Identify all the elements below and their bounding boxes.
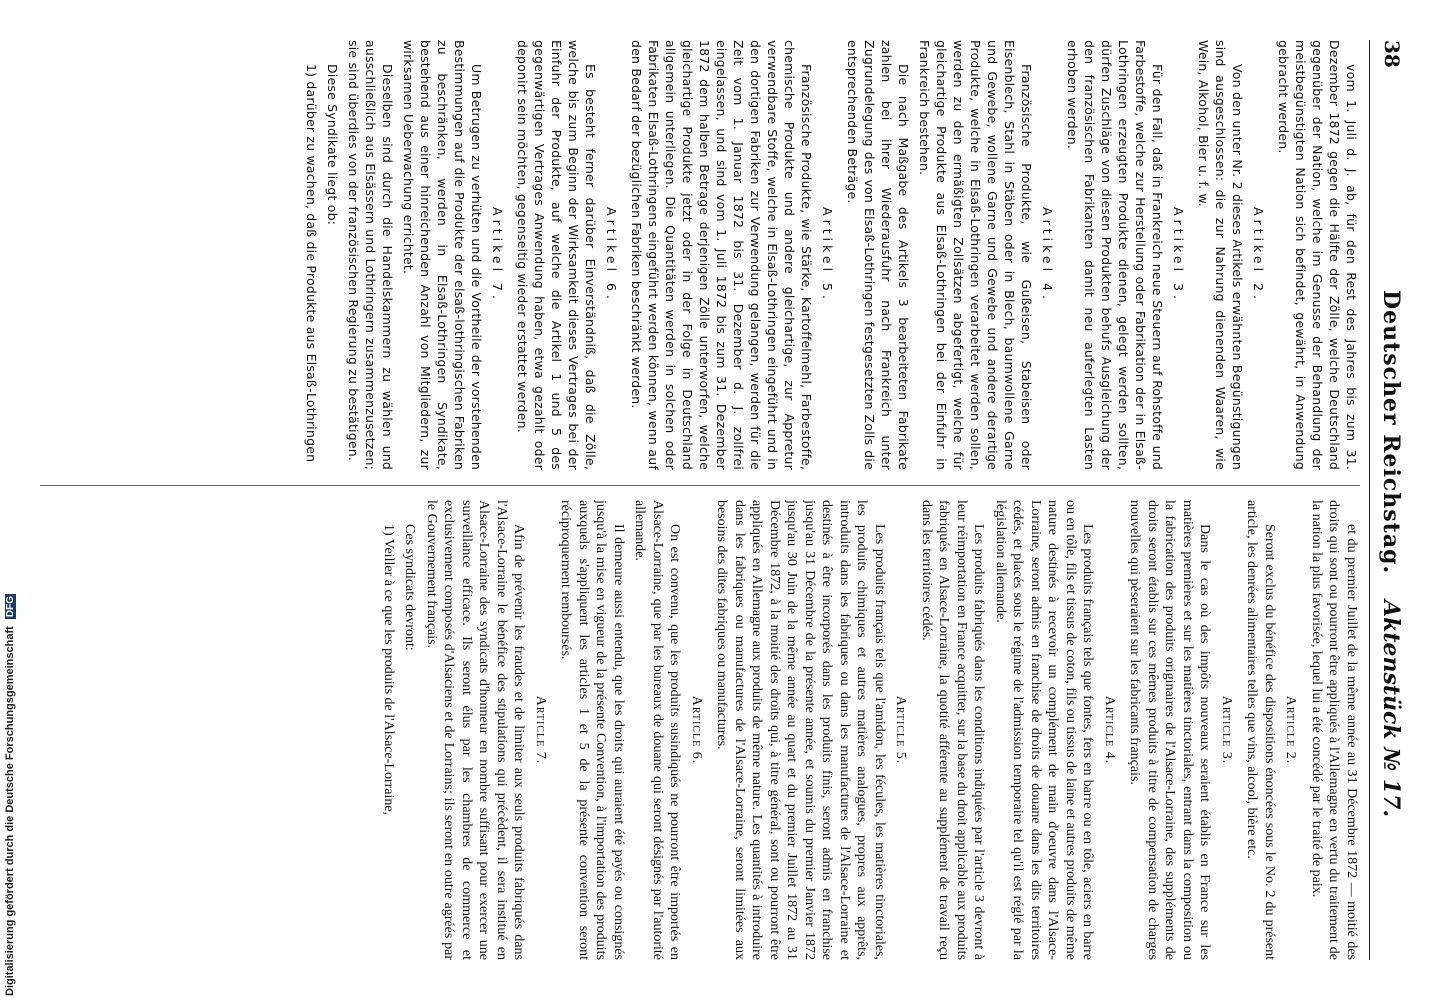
paragraph: 1) Veiller à ce que les produits de l'Alsace-Lorraine, bbox=[381, 524, 396, 816]
paragraph: Von den unter Nr. 2 dieses Artikels erwähnten Begünstigungen sind ausgeschlossen: die zur Nahrung dienenden Waaren, wie Wein, Alkohol, Bier u. f. w. bbox=[1196, 40, 1245, 470]
paragraph: On est convenu, que les produits susindiqués ne pourront être importés en Alsace-Lorraine, que par les bureaux de douane qui seront désignés par l'autorité allemande. bbox=[632, 500, 683, 960]
column-divider bbox=[40, 485, 1360, 486]
paragraph: Ces syndicats devront: bbox=[402, 524, 418, 651]
paragraph: et du premier Juillet de la même année au 31 Décembre 1872 — moitié des droits qui sont ou pourront être appliqués à l'Allemagne en vertu du traitement de la nation la plus favorisée, lequel lui a été concédé par le traité de paix. bbox=[1309, 500, 1359, 960]
page-number: 38 bbox=[1380, 40, 1404, 68]
article-heading: Article 3. bbox=[1219, 695, 1234, 765]
paragraph: Il demeure aussi entendu, que les droits qui auraient été payés ou consignés jusqu'à la mise en vigueur de la présente Convention, à l'importation des produits auxquels s'appliquent les articles 1 et 5 de la présente convention seront réciproquement remboursés. bbox=[558, 500, 626, 960]
paragraph: Seront exclus du bénéfice des dispositions énoncées sous le No. 2 du présent article, les denrées alimentaires telles que vins, alcool, bière etc. bbox=[1244, 500, 1277, 960]
paragraph: Die nach Maßgabe des Artikels 3 bearbeiteten Fabrikate zahlen bei ihrer Wiederausfuhr nach Frankreich unter Zugrundelegung des von Elsaß-Lothringen festgesetzten Zolls die entsprechenden Beträge. bbox=[845, 40, 911, 470]
paragraph: Französische Produkte, wie Gußeisen, Stabeisen oder Eisenblech, Stahl in Stäben oder in Blech, baumwollene Garne und Gewebe, wollene Garne und Gewebe und andere derartige Produkte, welche in Elsaß-Lothringen verarbeitet werden sollen, werden zu den ermäßigten Zollsätzen abgefertigt, welche für gleichartige Produkte aus Elsaß-Lothringen bei der Einfuhr in Frankreich bestehen. bbox=[917, 40, 1034, 470]
paragraph: Französische Produkte, wie Stärke, Kartoffelmehl, Farbestoffe, chemische Produkte und andere gleichartige, zur Appretur verwendbare Stoffe, welche in Elsaß-Lothringen eingeführt und in den dortigen Fabriken zur Verwendung gelangen, werden für die Zeit vom 1. Januar 1872 bis 31. Dezember d. J. zollfrei eingelassen, und sind vom 1. Juli 1872 bis zum 31. Dezember 1872 dem halben Betrage derjenigen Zölle unterworfen, welche gleichartige Produkte jetzt oder in der Folge in Deutschland allgemein unterliegen. Die Quantitäten werden in solchen oder Fabrikaten Elsaß-Lothringens eingeführt werden können, wenn auf den Bedarf der bezüglichen Fabriken beschränkt werden. bbox=[629, 40, 814, 470]
article-heading: Artikel 7. bbox=[490, 207, 505, 303]
article-heading: Artikel 5. bbox=[820, 207, 835, 303]
paragraph: Es besteht ferner darüber Einverständniß, daß die Zölle, welche bis zum Beginn der Wirksamkeit dieses Vertrages bei der Einfuhr der Produkte, auf welche die Artikel 1 und 5 des gegenwärtigen Vertrages Anwendung haben, etwa gezahlt oder deponirt sein möchten, gegenseitig wieder erstattet werden. bbox=[515, 40, 598, 470]
article-heading: Artikel 4. bbox=[1040, 207, 1055, 303]
digitization-credit bbox=[0, 0, 22, 1000]
article-heading: Artikel 6. bbox=[604, 207, 619, 303]
german-column bbox=[40, 40, 1360, 470]
article-heading: Article 2. bbox=[1283, 695, 1299, 765]
paragraph: Diese Syndikate liegt ob: bbox=[325, 64, 340, 226]
paragraph: 1) darüber zu wachen, daß die Produkte aus Elsaß-Lothringen bbox=[304, 64, 319, 463]
article-heading: Article 7. bbox=[533, 695, 548, 765]
document-number: Aktenstück № 17. bbox=[1378, 600, 1404, 818]
dfg-logo: DFG bbox=[5, 596, 16, 618]
article-heading: Article 6. bbox=[689, 695, 704, 765]
article-heading: Artikel 3. bbox=[1171, 207, 1186, 303]
paragraph: Les produits français tels que l'amidon, les fécules, les matières tinctoriales, les produits chimiques et autres matières analogues, propres aux apprêts, introduits dans les fabriques ou dans les manufactures de l'Alsace-Lorraine et destinés à être incorporés dans les produits finis, seront admis en franchise jusqu'au 31 Décembre de la présente année, et soumis du premier Janvier 1872 jusqu'au 30 Juin de la même année au quart et du premier Juillet 1872 au 31 Décembre 1872, à la moitié des droits qui, à titre général, sont ou pourront être appliqués en Allemagne aux produits de même nature. Les quantités à introduire dans les fabriques ou manufactures de l'Alsace-Lorraine, seront limitées aux besoins des dites fabriques ou manufactures. bbox=[714, 500, 887, 960]
paragraph: Les produits fabriqués dans les conditions indiquées par l'article 3 devront à leur réimportation en France acquitter, sur la base du droit applicable aux produits fabriqués en Alsace-Lorraine, la quotité afférente au supplément de travail reçu dans les territoires cédés. bbox=[919, 500, 987, 960]
paragraph: Dans le cas où des impôts nouveaux seraient établis en France sur les matières premières et sur les matières tinctoriales, entrant dans la composition ou la fabrication des produits originaires de l'Alsace-Lorraine, des suppléments de droits seront établis sur ces mêmes produits à titre de compensation de charges nouvelles qui pèseraient sur les fabricants français. bbox=[1127, 500, 1213, 960]
article-heading: Article 5. bbox=[893, 695, 909, 765]
article-heading: Artikel 2. bbox=[1251, 207, 1266, 303]
paragraph: Dieselben sind durch die Handelskammern zu wählen und ausschließlich aus Elsässern und Lothringern zusammenzusetzen; sie sind überdies von der französischen Regierung zu bestätigen. bbox=[346, 40, 395, 470]
paragraph: Für den Fall, daß in Frankreich neue Steuern auf Rohstoffe und Farbestoffe, welche zur Herstellung oder Fabrikation der in Elsaß-Lothringen erzeugten Produkte dienen, gelegt werden sollten, dürfen Zuschläge von diesen Produkten behufs Ausgleichung der den französischen Fabrikanten damit neu auferlegten Lasten erhoben werden. bbox=[1065, 40, 1165, 470]
french-column bbox=[40, 500, 1360, 960]
paragraph: Afin de prévenir les fraudes et de limiter aux seuls produits fabriqués dans l'Alsace-Lorraine le bénéfice des stipulations qui précèdent, il sera institué en Alsace-Lorraine des syndicats d'honneur en nombre suffisant pour exercer une surveillance efficace. Ils seront élus par les chambres de commerce et exclusivement composés d'Alsaciens et de Lorrains; ils seront en outre agréés par le Gouvernement français. bbox=[424, 500, 527, 960]
credit-label: Digitalisierung gefördert durch die Deutsche Forschungsgemeinschaft bbox=[4, 626, 16, 996]
credit-text bbox=[4, 596, 16, 996]
article-heading: Article 4. bbox=[1102, 695, 1117, 765]
page-header bbox=[1369, 40, 1410, 960]
paragraph: Um Betrugen zu verhüten und die Vortheile der vorstehenden Bestimmungen auf die Produkte der elsaß-lothringischen Fabriken zu beschränken, werden in Elsaß-Lothringen Syndikate, bestehend aus einer hinreichenden Anzahl von Mitgliedern, zur wirksamen Ueberwachung errichtet. bbox=[401, 40, 484, 470]
paragraph: Les produits français tels que fontes, fers en barre ou en tôle, aciers en barre ou en tôle, fils et tissus de coton, fils ou tissus de laine et autres produits de même nature destinés à recevoir un complément de main d'oeuvre dans l'Alsace-Lorraine, seront admis en franchise de droits de douane dans les dits territoires cédés, et placés sous le régime de l'admission temporaire tel qu'il est réglé par la législation allemande. bbox=[993, 500, 1096, 960]
paragraph: vom 1. Juli d. J. ab, für den Rest des Jahres bis zum 31. Dezember 1872 gegen die Hälfte der Zölle, welche Deutschland gegenüber der Nation, welche im Genusse der Behandlung der meistbegünstigten Nation sich befindet, gewährt, in Anwendung gebracht werden. bbox=[1276, 40, 1359, 470]
page-title-german: Deutscher Reichstag. bbox=[1378, 290, 1404, 575]
